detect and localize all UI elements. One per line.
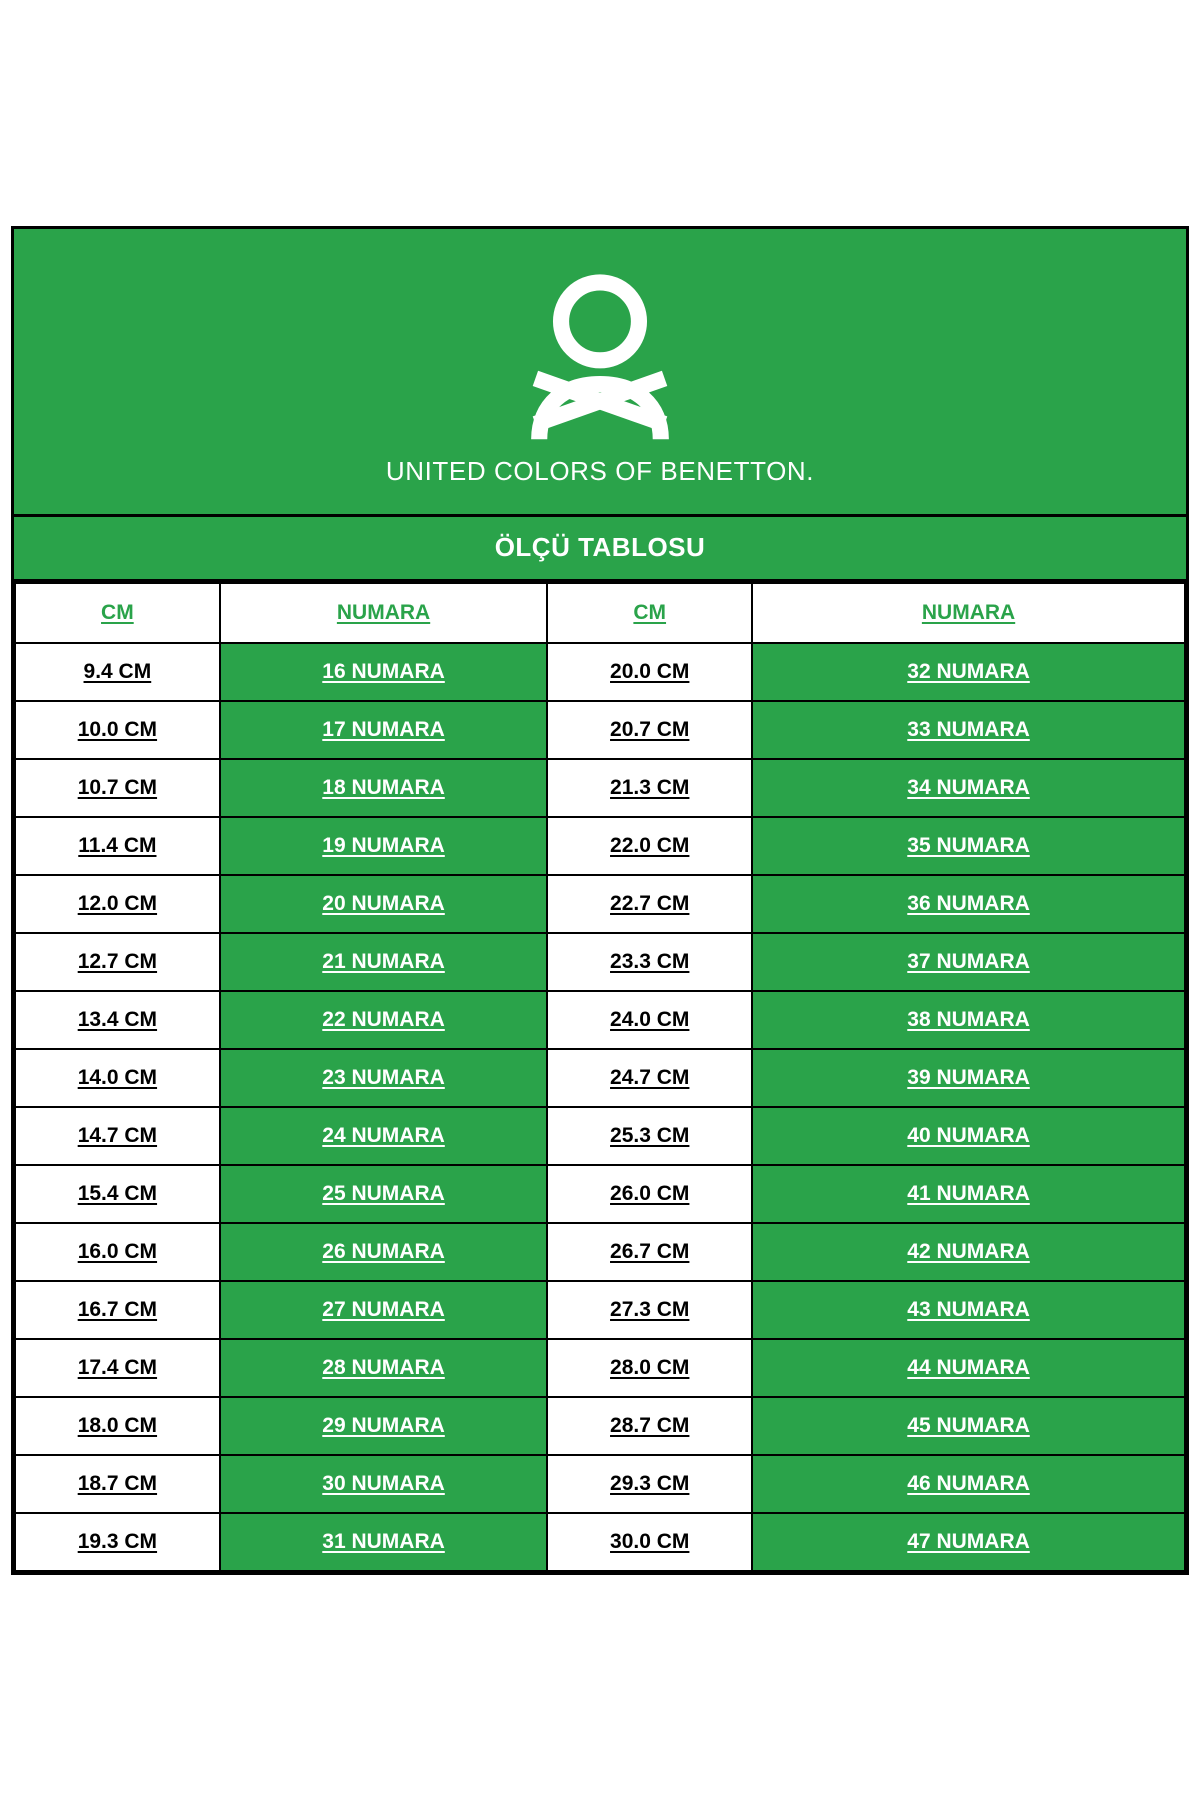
- table-header-row: [15, 583, 1185, 643]
- cell-cm: 16.0 CM: [15, 1223, 220, 1281]
- cell-numara: 24 NUMARA: [220, 1107, 548, 1165]
- cell-cm: 24.0 CM: [547, 991, 752, 1049]
- cell-numara: 41 NUMARA: [752, 1165, 1185, 1223]
- cell-cm: 10.0 CM: [15, 701, 220, 759]
- cell-cm: 21.3 CM: [547, 759, 752, 817]
- table-row: [15, 759, 1185, 817]
- size-conversion-table: [14, 582, 1186, 1572]
- cell-numara: 31 NUMARA: [220, 1513, 548, 1571]
- table-row: [15, 1049, 1185, 1107]
- cell-cm: 11.4 CM: [15, 817, 220, 875]
- cell-numara: 47 NUMARA: [752, 1513, 1185, 1571]
- cell-numara: 16 NUMARA: [220, 643, 548, 701]
- chart-title-band: [14, 517, 1186, 582]
- table-row: [15, 933, 1185, 991]
- cell-cm: 26.0 CM: [547, 1165, 752, 1223]
- table-row: [15, 1107, 1185, 1165]
- cell-cm: 18.0 CM: [15, 1397, 220, 1455]
- cell-cm: 30.0 CM: [547, 1513, 752, 1571]
- cell-numara: 37 NUMARA: [752, 933, 1185, 991]
- cell-cm: 14.0 CM: [15, 1049, 220, 1107]
- table-row: [15, 1281, 1185, 1339]
- cell-numara: 22 NUMARA: [220, 991, 548, 1049]
- cell-numara: 43 NUMARA: [752, 1281, 1185, 1339]
- cell-cm: 20.7 CM: [547, 701, 752, 759]
- cell-numara: 34 NUMARA: [752, 759, 1185, 817]
- size-chart-card: [11, 226, 1189, 1575]
- cell-numara: 33 NUMARA: [752, 701, 1185, 759]
- cell-numara: 21 NUMARA: [220, 933, 548, 991]
- cell-cm: 14.7 CM: [15, 1107, 220, 1165]
- cell-cm: 10.7 CM: [15, 759, 220, 817]
- cell-cm: 12.0 CM: [15, 875, 220, 933]
- cell-cm: 13.4 CM: [15, 991, 220, 1049]
- cell-cm: 15.4 CM: [15, 1165, 220, 1223]
- cell-cm: 22.7 CM: [547, 875, 752, 933]
- cell-numara: 20 NUMARA: [220, 875, 548, 933]
- cell-cm: 12.7 CM: [15, 933, 220, 991]
- cell-cm: 20.0 CM: [547, 643, 752, 701]
- cell-cm: 16.7 CM: [15, 1281, 220, 1339]
- table-row: [15, 817, 1185, 875]
- brand-name: UNITED COLORS OF BENETTON.: [385, 455, 815, 486]
- column-header-cm-right: CM: [547, 583, 752, 643]
- cell-numara: 42 NUMARA: [752, 1223, 1185, 1281]
- cell-numara: 29 NUMARA: [220, 1397, 548, 1455]
- table-row: [15, 875, 1185, 933]
- column-header-numara-right: NUMARA: [752, 583, 1185, 643]
- cell-numara: 18 NUMARA: [220, 759, 548, 817]
- table-row: [15, 1165, 1185, 1223]
- cell-numara: 39 NUMARA: [752, 1049, 1185, 1107]
- cell-cm: 28.0 CM: [547, 1339, 752, 1397]
- cell-numara: 38 NUMARA: [752, 991, 1185, 1049]
- brand-header: [14, 229, 1186, 517]
- cell-numara: 45 NUMARA: [752, 1397, 1185, 1455]
- cell-cm: 19.3 CM: [15, 1513, 220, 1571]
- cell-numara: 19 NUMARA: [220, 817, 548, 875]
- cell-numara: 27 NUMARA: [220, 1281, 548, 1339]
- column-header-cm-left: CM: [15, 583, 220, 643]
- cell-numara: 23 NUMARA: [220, 1049, 548, 1107]
- table-row: [15, 1223, 1185, 1281]
- cell-cm: 28.7 CM: [547, 1397, 752, 1455]
- cell-numara: 44 NUMARA: [752, 1339, 1185, 1397]
- table-row: [15, 991, 1185, 1049]
- table-body: [15, 643, 1185, 1571]
- column-header-numara-left: NUMARA: [220, 583, 548, 643]
- cell-cm: 27.3 CM: [547, 1281, 752, 1339]
- cell-cm: 26.7 CM: [547, 1223, 752, 1281]
- table-row: [15, 643, 1185, 701]
- benetton-knot-logo-icon: [505, 272, 695, 462]
- cell-cm: 17.4 CM: [15, 1339, 220, 1397]
- table-row: [15, 1397, 1185, 1455]
- cell-cm: 24.7 CM: [547, 1049, 752, 1107]
- cell-numara: 36 NUMARA: [752, 875, 1185, 933]
- table-row: [15, 1513, 1185, 1571]
- cell-numara: 40 NUMARA: [752, 1107, 1185, 1165]
- cell-cm: 22.0 CM: [547, 817, 752, 875]
- cell-numara: 35 NUMARA: [752, 817, 1185, 875]
- cell-cm: 25.3 CM: [547, 1107, 752, 1165]
- table-row: [15, 701, 1185, 759]
- table-row: [15, 1455, 1185, 1513]
- cell-numara: 17 NUMARA: [220, 701, 548, 759]
- cell-numara: 46 NUMARA: [752, 1455, 1185, 1513]
- cell-cm: 18.7 CM: [15, 1455, 220, 1513]
- cell-cm: 23.3 CM: [547, 933, 752, 991]
- cell-cm: 9.4 CM: [15, 643, 220, 701]
- cell-cm: 29.3 CM: [547, 1455, 752, 1513]
- cell-numara: 26 NUMARA: [220, 1223, 548, 1281]
- table-row: [15, 1339, 1185, 1397]
- cell-numara: 28 NUMARA: [220, 1339, 548, 1397]
- cell-numara: 30 NUMARA: [220, 1455, 548, 1513]
- cell-numara: 32 NUMARA: [752, 643, 1185, 701]
- cell-numara: 25 NUMARA: [220, 1165, 548, 1223]
- page-title: ÖLÇÜ TABLOSU: [494, 532, 706, 562]
